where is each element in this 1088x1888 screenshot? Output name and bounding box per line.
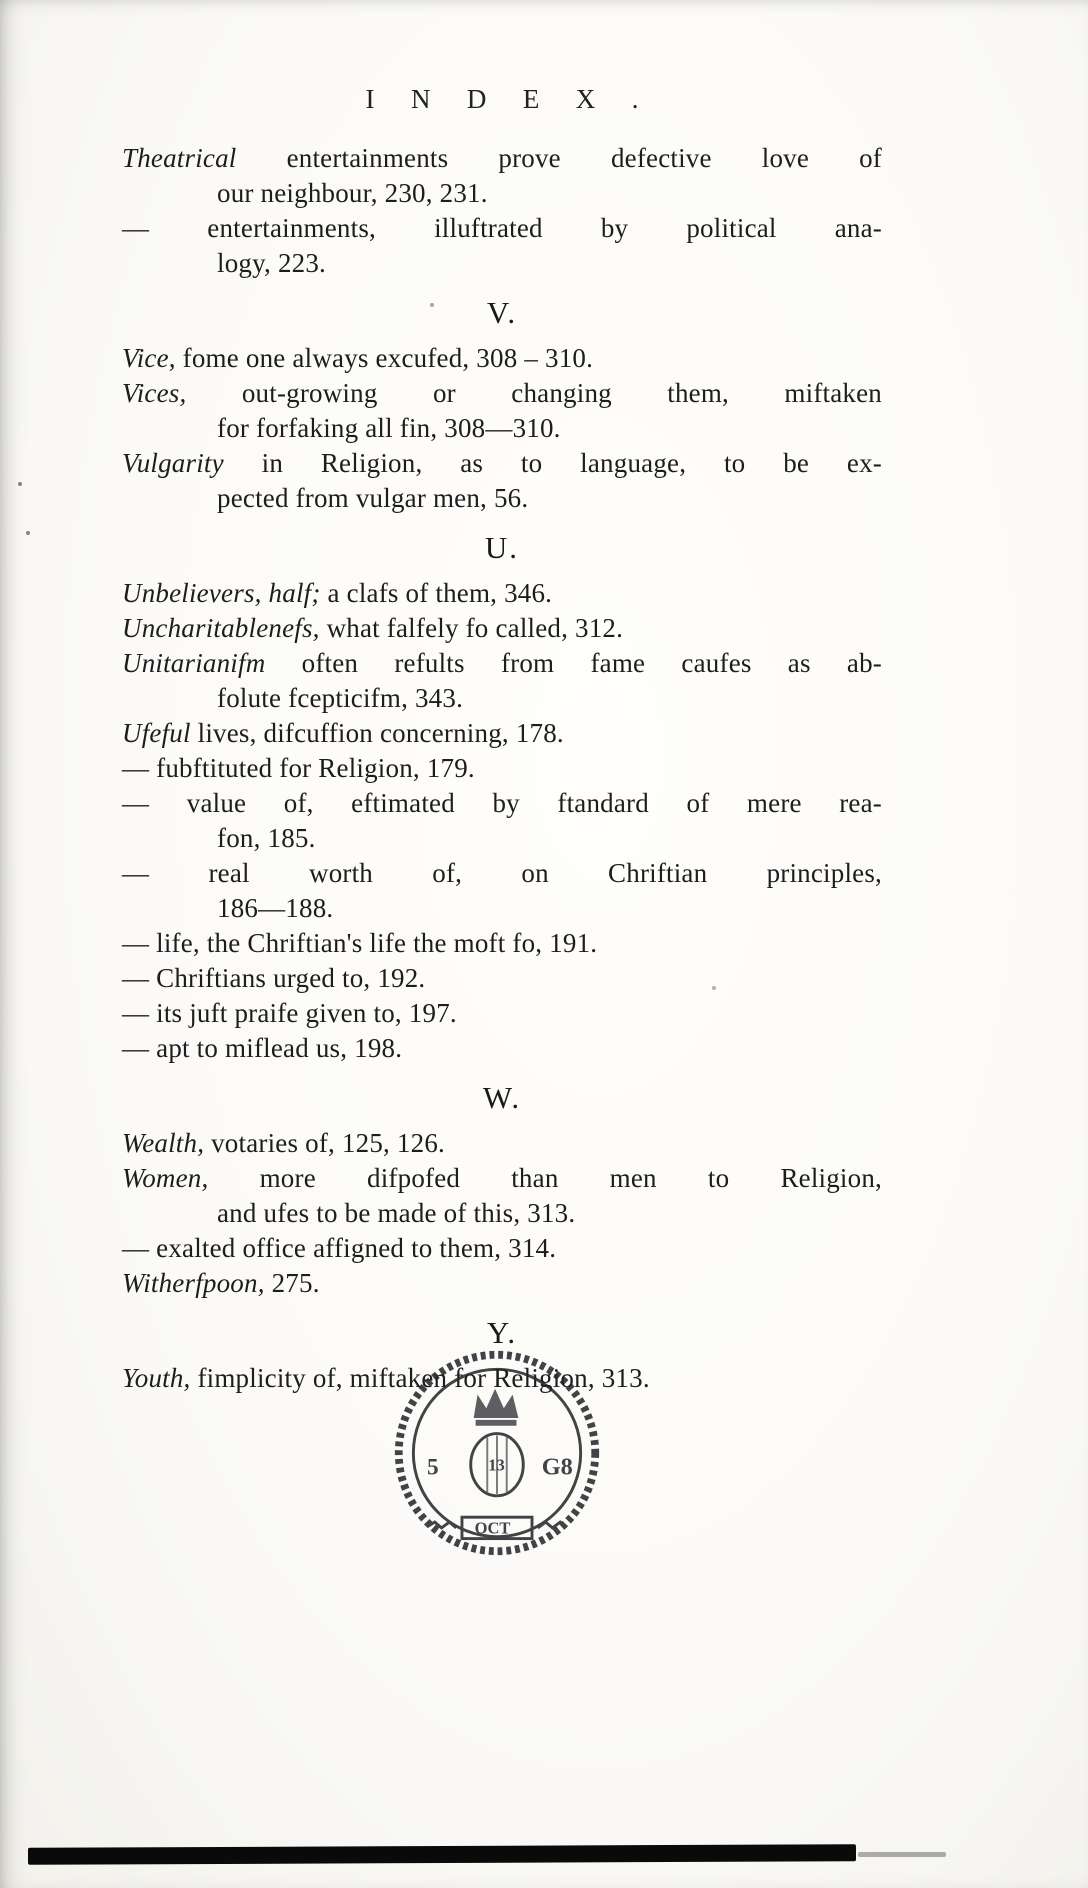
index-entry xyxy=(122,1126,882,1161)
index-entry xyxy=(122,1231,882,1266)
index-entry xyxy=(122,211,882,281)
entry-lead: Vulgarity xyxy=(122,448,224,478)
entry-line: 186—188. xyxy=(217,893,334,923)
stamp-right-text: G8 xyxy=(541,1453,573,1481)
index-entry xyxy=(122,1161,882,1231)
index-entry xyxy=(122,926,882,961)
index-entry xyxy=(122,376,882,446)
entry-line: and ufes to be made of this, 313. xyxy=(217,1198,576,1228)
entry-lead: Theatrical xyxy=(122,143,237,173)
stamp-banner-text: OCT xyxy=(474,1518,511,1538)
entry-line: for forfaking all fin, 308—310. xyxy=(217,413,561,443)
index-content xyxy=(122,84,882,1396)
entry-lead: Vice, xyxy=(122,343,176,373)
entry-line: — value of, eftimated by ftandard of mere rea- xyxy=(122,788,882,818)
entry-lead: Unbelievers, half; xyxy=(122,578,321,608)
entry-line: Ufeful lives, difcuffion concerning, 178. xyxy=(122,718,564,748)
entry-line: pected from vulgar men, 56. xyxy=(217,483,529,513)
library-stamp-icon xyxy=(390,1346,604,1560)
entry-line: — Chriftians urged to, 192. xyxy=(122,963,426,993)
entry-line: Vices, out-growing or changing them, miftaken xyxy=(122,378,882,408)
index-entry xyxy=(122,961,882,996)
entry-line: — life, the Chriftian's life the moft fo, 191. xyxy=(122,928,598,958)
entry-line: Unbelievers, half; a clafs of them, 346. xyxy=(122,578,553,608)
entry-line: — its juft praife given to, 197. xyxy=(122,998,457,1028)
index-entry xyxy=(122,611,882,646)
entry-lead: Witherfpoon, xyxy=(122,1268,265,1298)
entry-line: Vice, fome one always excufed, 308 – 310. xyxy=(122,343,594,373)
entry-lead: Vices, xyxy=(122,378,187,408)
scan-speck xyxy=(712,986,716,990)
section-heading: Y. xyxy=(486,1315,518,1350)
entry-lead: Unitarianifm xyxy=(122,648,266,678)
entry-line: Vulgarity in Religion, as to language, to be ex- xyxy=(122,448,882,478)
entry-line: Unitarianifm often refults from fame caufes as ab- xyxy=(122,648,882,678)
entry-lead: Youth, xyxy=(122,1363,191,1393)
index-entry xyxy=(122,576,882,611)
index-entry xyxy=(122,1266,882,1301)
entry-line: — apt to miflead us, 198. xyxy=(122,1033,403,1063)
entry-line: logy, 223. xyxy=(217,248,326,278)
scan-speck xyxy=(18,482,22,486)
section-heading: V. xyxy=(486,295,518,330)
index-entry xyxy=(122,1031,882,1066)
section-heading: W. xyxy=(482,1080,522,1115)
index-entry xyxy=(122,751,882,786)
entry-line: — entertainments, illuftrated by political ana- xyxy=(122,213,882,243)
index-entry xyxy=(122,716,882,751)
entry-line: Theatrical entertainments prove defective love of xyxy=(122,143,882,173)
entry-line: folute fcepticifm, 343. xyxy=(217,683,464,713)
index-entry xyxy=(122,786,882,856)
entry-line: — fubftituted for Religion, 179. xyxy=(122,753,475,783)
entry-line: Women, more difpofed than men to Religion, xyxy=(122,1163,882,1193)
stamp-crown-icon xyxy=(474,1389,519,1426)
entry-line: Wealth, votaries of, 125, 126. xyxy=(122,1128,445,1158)
scan-artifact-bar xyxy=(28,1844,856,1865)
page-title: INDEX. xyxy=(365,84,675,114)
scan-speck xyxy=(430,303,434,307)
entry-line: Witherfpoon, 275. xyxy=(122,1268,320,1298)
entry-line: Uncharitablenefs, what falfely fo called, 312. xyxy=(122,613,624,643)
index-entry xyxy=(122,646,882,716)
stamp-left-flourish xyxy=(427,1522,456,1528)
entry-lead: Women, xyxy=(122,1163,209,1193)
scan-speck xyxy=(26,531,30,535)
entry-line: Youth, fimplicity of, miftaken for Religion, 313. xyxy=(122,1363,650,1393)
entry-line: — real worth of, on Chriftian principles, xyxy=(122,858,882,888)
index-entry xyxy=(122,996,882,1031)
entry-line: fon, 185. xyxy=(217,823,316,853)
index-entry xyxy=(122,856,882,926)
stamp-inner-numeral: 13 xyxy=(488,1455,505,1475)
stamp-left-numeral: 5 xyxy=(426,1454,439,1481)
index-entry xyxy=(122,446,882,516)
section-heading: U. xyxy=(484,530,520,565)
index-entries xyxy=(122,141,882,1396)
entry-lead: Ufeful xyxy=(122,718,191,748)
index-entry xyxy=(122,141,882,211)
index-entry xyxy=(122,341,882,376)
entry-lead: Uncharitablenefs, xyxy=(122,613,320,643)
entry-line: — exalted office affigned to them, 314. xyxy=(122,1233,557,1263)
scan-artifact-bar-tail xyxy=(858,1852,946,1857)
entry-line: our neighbour, 230, 231. xyxy=(217,178,488,208)
entry-lead: Wealth, xyxy=(122,1128,205,1158)
